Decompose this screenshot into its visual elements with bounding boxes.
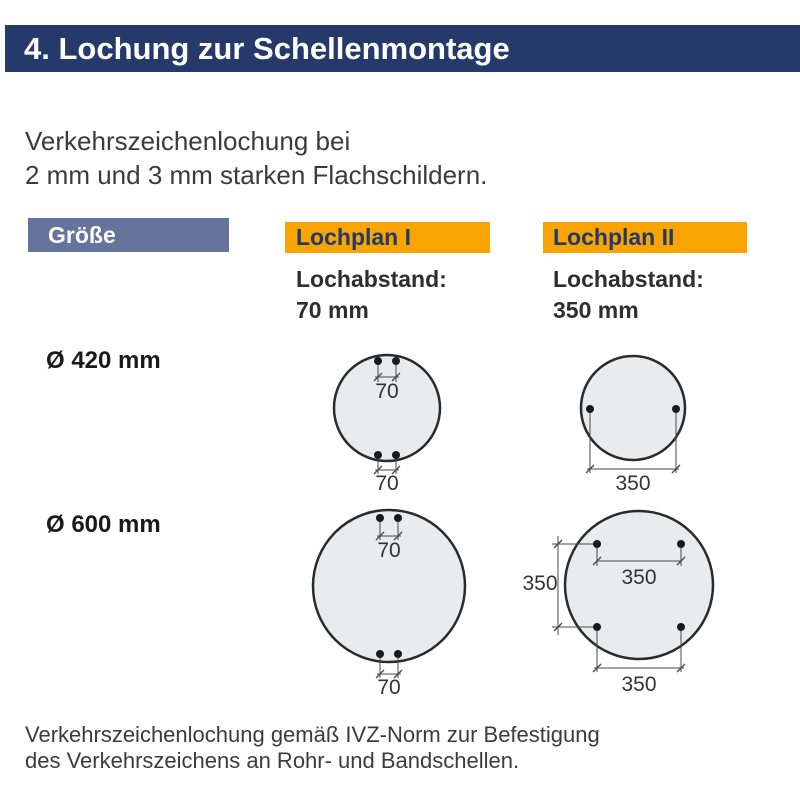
dimension-label: 350	[615, 472, 651, 495]
footer-text	[25, 722, 600, 774]
mounting-hole	[392, 357, 400, 365]
footer-line-2: des Verkehrszeichens an Rohr- und Bandschellen.	[25, 748, 520, 773]
lochplan-1-label: Lochplan I	[296, 224, 411, 250]
lochplan-2-note-line-2: 350 mm	[553, 297, 639, 323]
dimension-label: 350	[621, 673, 657, 696]
mounting-hole	[677, 623, 685, 631]
mounting-hole	[394, 514, 402, 522]
mounting-hole	[586, 405, 594, 413]
row-label-420mm: Ø 420 mm	[46, 347, 161, 374]
sign-disc	[313, 510, 465, 662]
dimension-label: 70	[377, 539, 401, 562]
mounting-hole	[376, 514, 384, 522]
footer-line-1: Verkehrszeichenlochung gemäß IVZ-Norm zur Befestigung	[25, 722, 600, 747]
lochplan-2-note-line-1: Lochabstand:	[553, 266, 704, 292]
mounting-hole	[374, 451, 382, 459]
mounting-hole	[672, 405, 680, 413]
sign-disc	[334, 355, 440, 461]
diagram-600-lochplan1	[313, 510, 465, 699]
mounting-hole	[677, 540, 685, 548]
mounting-hole	[394, 650, 402, 658]
diagram-420-lochplan1	[334, 355, 440, 495]
section-title: 4. Lochung zur Schellenmontage	[24, 31, 510, 66]
lochplan-1-note-line-2: 70 mm	[296, 297, 369, 323]
mounting-hole	[376, 650, 384, 658]
dimension-label: 70	[375, 380, 399, 403]
dimension-label: 350	[522, 572, 558, 595]
dimension-label: 70	[375, 472, 399, 495]
row-label-600mm: Ø 600 mm	[46, 511, 161, 538]
intro-line-1: Verkehrszeichenlochung bei	[25, 126, 351, 156]
lochplan-2-label: Lochplan II	[553, 224, 675, 250]
dimension-label: 350	[621, 566, 657, 589]
mounting-hole	[593, 623, 601, 631]
groesse-label: Größe	[48, 222, 116, 248]
mounting-hole	[392, 451, 400, 459]
diagram-420-lochplan2	[581, 356, 685, 495]
lochplan-1-note-line-1: Lochabstand:	[296, 266, 447, 292]
sign-disc	[581, 356, 685, 460]
intro-line-2: 2 mm und 3 mm starken Flachschildern.	[25, 160, 488, 190]
diagram-600-lochplan2	[522, 511, 713, 696]
dimension-label: 70	[377, 676, 401, 699]
mounting-hole	[593, 540, 601, 548]
mounting-hole	[374, 357, 382, 365]
